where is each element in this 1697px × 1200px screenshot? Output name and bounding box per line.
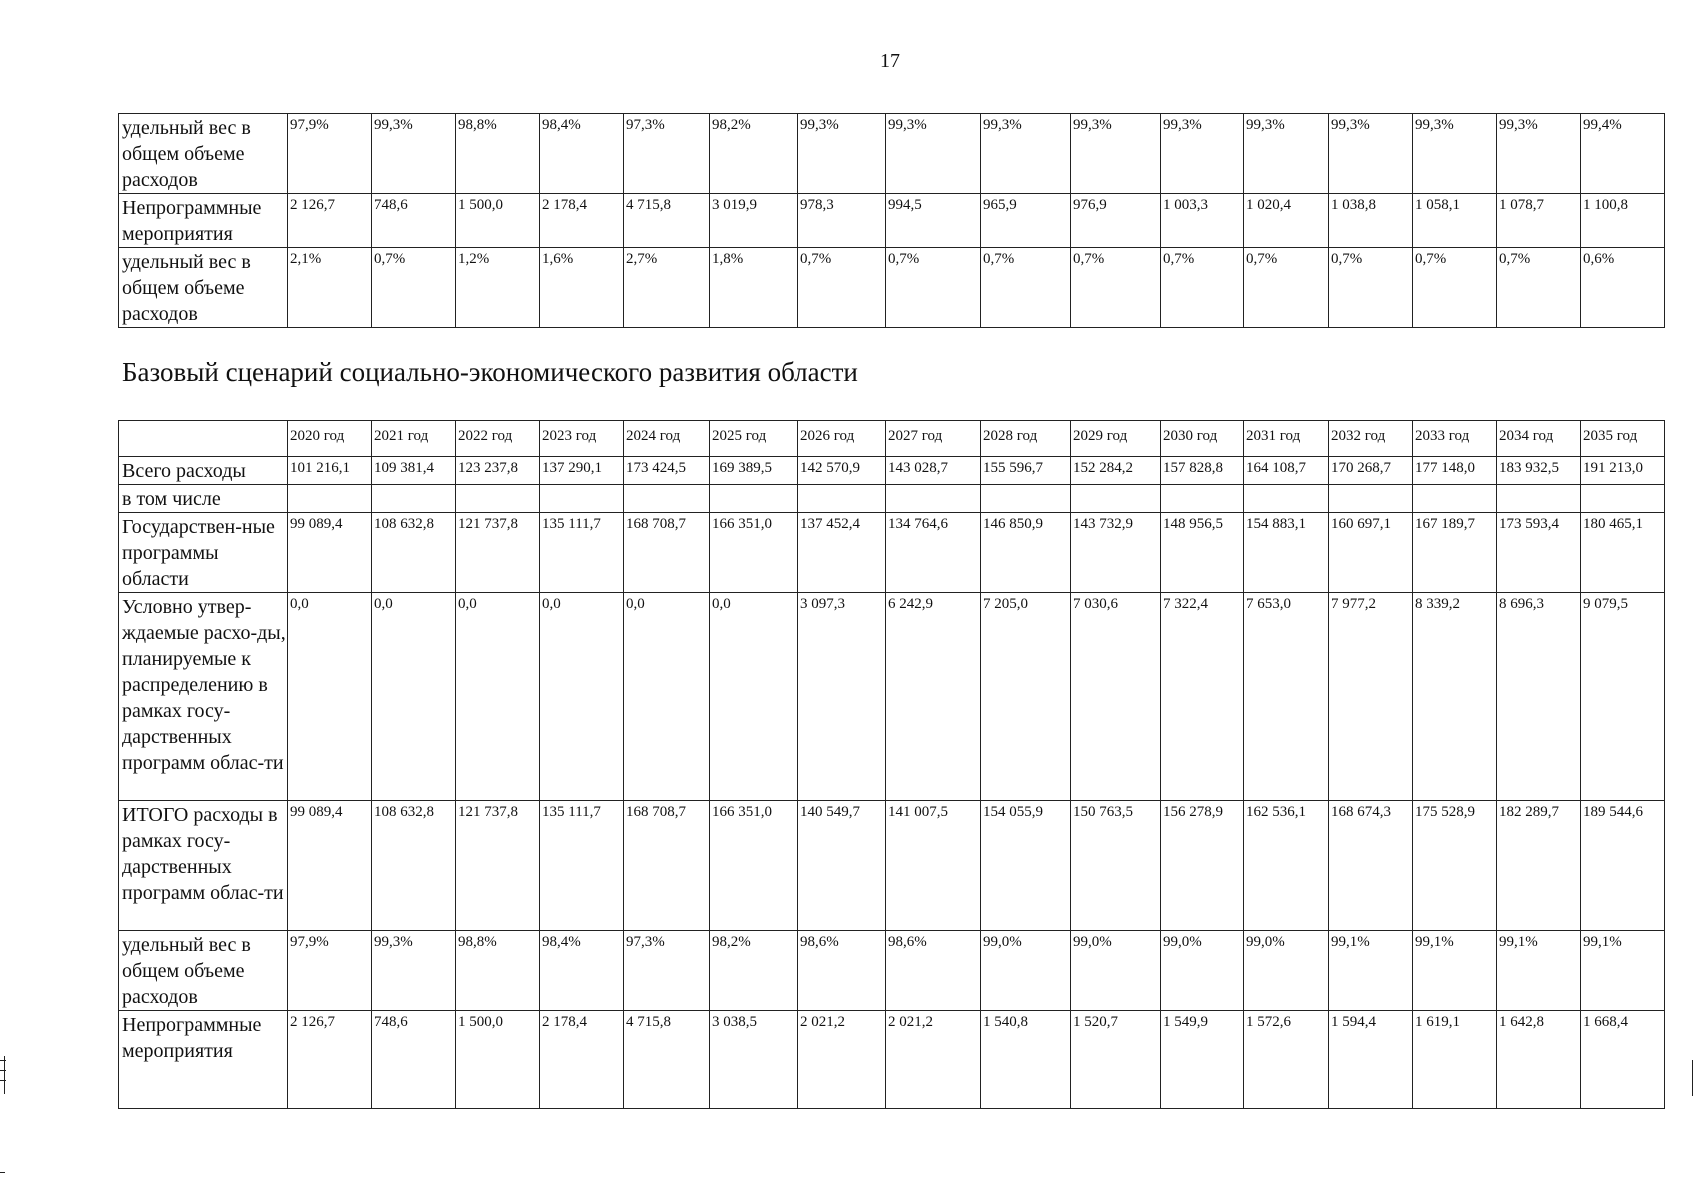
year-header-cell: 2020 год (288, 421, 372, 457)
value-cell: 137 452,4 (798, 513, 886, 593)
value-cell (624, 485, 710, 513)
value-cell: 1,8% (710, 248, 798, 328)
year-header-cell: 2026 год (798, 421, 886, 457)
budget-table-row (119, 931, 1665, 1011)
value-cell: 2 021,2 (886, 1011, 981, 1109)
value-cell: 143 028,7 (886, 457, 981, 485)
value-cell: 143 732,9 (1071, 513, 1161, 593)
year-header-cell: 2021 год (372, 421, 456, 457)
value-cell: 99 089,4 (288, 513, 372, 593)
value-cell: 156 278,9 (1161, 801, 1244, 931)
value-cell: 3 038,5 (710, 1011, 798, 1109)
scan-edge-mark-left-5 (0, 1172, 5, 1173)
value-cell: 99,1% (1581, 931, 1665, 1011)
value-cell: 4 715,8 (624, 1011, 710, 1109)
value-cell: 135 111,7 (540, 801, 624, 931)
value-cell: 1 078,7 (1497, 194, 1581, 248)
value-cell: 0,7% (1329, 248, 1413, 328)
value-cell (1071, 485, 1161, 513)
value-cell: 150 763,5 (1071, 801, 1161, 931)
value-cell: 98,4% (540, 114, 624, 194)
value-cell: 99 089,4 (288, 801, 372, 931)
value-cell: 0,7% (1413, 248, 1497, 328)
value-cell: 99,3% (1071, 114, 1161, 194)
value-cell: 182 289,7 (1497, 801, 1581, 931)
scan-edge-mark-left-2 (0, 1060, 6, 1061)
value-cell: 8 339,2 (1413, 593, 1497, 801)
value-cell: 123 237,8 (456, 457, 540, 485)
budget-table-row (119, 513, 1665, 593)
value-cell: 99,3% (798, 114, 886, 194)
value-cell: 108 632,8 (372, 513, 456, 593)
budget-table-row (119, 1011, 1665, 1109)
value-cell: 1 003,3 (1161, 194, 1244, 248)
value-cell: 109 381,4 (372, 457, 456, 485)
row-label: Условно утвер-ждаемые расхо-ды, планируемые к распределению в рамках госу-дарственных программ облас-ти (119, 593, 288, 801)
value-cell: 99,0% (981, 931, 1071, 1011)
value-cell: 748,6 (372, 194, 456, 248)
value-cell: 152 284,2 (1071, 457, 1161, 485)
year-header-cell: 2034 год (1497, 421, 1581, 457)
value-cell: 189 544,6 (1581, 801, 1665, 931)
value-cell: 0,7% (1071, 248, 1161, 328)
year-header-cell: 2033 год (1413, 421, 1497, 457)
value-cell: 137 290,1 (540, 457, 624, 485)
budget-scenario-table (118, 420, 1665, 1109)
value-cell (1497, 485, 1581, 513)
value-cell: 99,3% (1161, 114, 1244, 194)
value-cell: 1 520,7 (1071, 1011, 1161, 1109)
value-cell: 994,5 (886, 194, 981, 248)
value-cell: 1 642,8 (1497, 1011, 1581, 1109)
value-cell: 0,0 (372, 593, 456, 801)
value-cell: 7 653,0 (1244, 593, 1329, 801)
value-cell: 99,4% (1581, 114, 1665, 194)
value-cell: 0,7% (372, 248, 456, 328)
value-cell: 142 570,9 (798, 457, 886, 485)
value-cell: 7 030,6 (1071, 593, 1161, 801)
value-cell: 173 424,5 (624, 457, 710, 485)
value-cell: 0,7% (886, 248, 981, 328)
row-label: Непрограммные мероприятия (119, 194, 288, 248)
row-label: ИТОГО расходы в рамках госу-дарственных программ облас-ти (119, 801, 288, 931)
value-cell: 101 216,1 (288, 457, 372, 485)
row-label: Непрограммные мероприятия (119, 1011, 288, 1109)
value-cell: 98,2% (710, 114, 798, 194)
value-cell: 2,7% (624, 248, 710, 328)
value-cell: 0,0 (624, 593, 710, 801)
value-cell: 9 079,5 (1581, 593, 1665, 801)
value-cell: 99,3% (886, 114, 981, 194)
top-table-row (119, 248, 1665, 328)
value-cell: 97,9% (288, 931, 372, 1011)
value-cell: 7 977,2 (1329, 593, 1413, 801)
year-header-cell: 2022 год (456, 421, 540, 457)
value-cell: 170 268,7 (1329, 457, 1413, 485)
value-cell: 0,0 (540, 593, 624, 801)
value-cell: 6 242,9 (886, 593, 981, 801)
value-cell: 99,3% (1244, 114, 1329, 194)
value-cell (456, 485, 540, 513)
value-cell: 1 100,8 (1581, 194, 1665, 248)
value-cell: 160 697,1 (1329, 513, 1413, 593)
year-header-cell: 2032 год (1329, 421, 1413, 457)
value-cell: 121 737,8 (456, 513, 540, 593)
year-header-cell: 2028 год (981, 421, 1071, 457)
row-label: Государствен-ные программы области (119, 513, 288, 593)
value-cell: 8 696,3 (1497, 593, 1581, 801)
value-cell: 99,3% (372, 114, 456, 194)
value-cell: 169 389,5 (710, 457, 798, 485)
row-label: Всего расходы (119, 457, 288, 485)
value-cell: 0,0 (288, 593, 372, 801)
value-cell (540, 485, 624, 513)
value-cell: 98,6% (886, 931, 981, 1011)
value-cell (886, 485, 981, 513)
value-cell: 3 097,3 (798, 593, 886, 801)
value-cell: 164 108,7 (1244, 457, 1329, 485)
value-cell: 1,6% (540, 248, 624, 328)
row-label: удельный вес в общем объеме расходов (119, 114, 288, 194)
value-cell: 99,3% (372, 931, 456, 1011)
value-cell: 1 058,1 (1413, 194, 1497, 248)
year-header-cell: 2023 год (540, 421, 624, 457)
value-cell: 99,1% (1497, 931, 1581, 1011)
value-cell (1413, 485, 1497, 513)
value-cell: 0,0 (456, 593, 540, 801)
value-cell: 1 540,8 (981, 1011, 1071, 1109)
budget-table-row (119, 801, 1665, 931)
value-cell: 98,8% (456, 931, 540, 1011)
value-cell: 99,1% (1413, 931, 1497, 1011)
top-table (118, 113, 1665, 328)
value-cell: 167 189,7 (1413, 513, 1497, 593)
value-cell: 4 715,8 (624, 194, 710, 248)
value-cell: 0,7% (1161, 248, 1244, 328)
value-cell: 97,3% (624, 114, 710, 194)
value-cell (372, 485, 456, 513)
value-cell (1329, 485, 1413, 513)
value-cell: 1 594,4 (1329, 1011, 1413, 1109)
value-cell (288, 485, 372, 513)
value-cell: 121 737,8 (456, 801, 540, 931)
value-cell: 99,0% (1071, 931, 1161, 1011)
value-cell: 0,7% (1497, 248, 1581, 328)
header-corner-cell (119, 421, 288, 457)
value-cell: 0,0 (710, 593, 798, 801)
value-cell: 978,3 (798, 194, 886, 248)
section-title: Базовый сценарий социально-экономического развития области (122, 357, 858, 387)
value-cell: 0,7% (981, 248, 1071, 328)
scan-edge-mark-right (1692, 1060, 1693, 1096)
value-cell (798, 485, 886, 513)
value-cell: 1 020,4 (1244, 194, 1329, 248)
value-cell: 1 500,0 (456, 194, 540, 248)
value-cell: 98,8% (456, 114, 540, 194)
value-cell: 98,4% (540, 931, 624, 1011)
value-cell: 98,2% (710, 931, 798, 1011)
value-cell: 99,3% (1329, 114, 1413, 194)
value-cell: 157 828,8 (1161, 457, 1244, 485)
value-cell (1244, 485, 1329, 513)
value-cell: 162 536,1 (1244, 801, 1329, 931)
year-header-cell: 2027 год (886, 421, 981, 457)
top-table-row (119, 114, 1665, 194)
value-cell: 1 572,6 (1244, 1011, 1329, 1109)
value-cell: 2 126,7 (288, 194, 372, 248)
value-cell: 748,6 (372, 1011, 456, 1109)
budget-table-row (119, 457, 1665, 485)
value-cell: 146 850,9 (981, 513, 1071, 593)
year-header-cell: 2031 год (1244, 421, 1329, 457)
value-cell: 154 055,9 (981, 801, 1071, 931)
value-cell: 97,9% (288, 114, 372, 194)
value-cell: 0,6% (1581, 248, 1665, 328)
value-cell: 191 213,0 (1581, 457, 1665, 485)
row-label: удельный вес в общем объеме расходов (119, 931, 288, 1011)
scan-edge-mark-left-3 (0, 1070, 6, 1071)
value-cell: 166 351,0 (710, 513, 798, 593)
value-cell: 0,7% (1244, 248, 1329, 328)
value-cell: 148 956,5 (1161, 513, 1244, 593)
year-header-row (119, 421, 1665, 457)
value-cell: 7 205,0 (981, 593, 1071, 801)
value-cell: 2,1% (288, 248, 372, 328)
value-cell: 135 111,7 (540, 513, 624, 593)
value-cell: 99,1% (1329, 931, 1413, 1011)
value-cell: 173 593,4 (1497, 513, 1581, 593)
value-cell: 175 528,9 (1413, 801, 1497, 931)
value-cell: 166 351,0 (710, 801, 798, 931)
value-cell: 168 708,7 (624, 513, 710, 593)
value-cell: 155 596,7 (981, 457, 1071, 485)
value-cell: 141 007,5 (886, 801, 981, 931)
value-cell: 168 708,7 (624, 801, 710, 931)
value-cell: 99,3% (1413, 114, 1497, 194)
value-cell: 1 619,1 (1413, 1011, 1497, 1109)
value-cell: 3 019,9 (710, 194, 798, 248)
year-header-cell: 2035 год (1581, 421, 1665, 457)
value-cell: 108 632,8 (372, 801, 456, 931)
value-cell: 1 500,0 (456, 1011, 540, 1109)
value-cell: 2 126,7 (288, 1011, 372, 1109)
year-header-cell: 2029 год (1071, 421, 1161, 457)
value-cell: 99,3% (981, 114, 1071, 194)
top-table-row (119, 194, 1665, 248)
value-cell: 140 549,7 (798, 801, 886, 931)
value-cell: 97,3% (624, 931, 710, 1011)
year-header-cell: 2024 год (624, 421, 710, 457)
value-cell: 2 021,2 (798, 1011, 886, 1109)
value-cell: 183 932,5 (1497, 457, 1581, 485)
budget-table-row (119, 593, 1665, 801)
value-cell: 99,3% (1497, 114, 1581, 194)
value-cell: 134 764,6 (886, 513, 981, 593)
value-cell: 98,6% (798, 931, 886, 1011)
budget-table-row (119, 485, 1665, 513)
value-cell (1581, 485, 1665, 513)
value-cell: 180 465,1 (1581, 513, 1665, 593)
value-cell: 177 148,0 (1413, 457, 1497, 485)
value-cell (1161, 485, 1244, 513)
value-cell: 2 178,4 (540, 1011, 624, 1109)
value-cell: 1,2% (456, 248, 540, 328)
page-number: 17 (880, 50, 900, 72)
value-cell: 1 668,4 (1581, 1011, 1665, 1109)
value-cell (710, 485, 798, 513)
value-cell (981, 485, 1071, 513)
scan-edge-mark-left (4, 1056, 5, 1094)
value-cell: 2 178,4 (540, 194, 624, 248)
value-cell: 976,9 (1071, 194, 1161, 248)
row-label: удельный вес в общем объеме расходов (119, 248, 288, 328)
value-cell: 7 322,4 (1161, 593, 1244, 801)
row-label: в том числе (119, 485, 288, 513)
value-cell: 99,0% (1161, 931, 1244, 1011)
value-cell: 965,9 (981, 194, 1071, 248)
scan-edge-mark-left-4 (0, 1080, 6, 1081)
year-header-cell: 2030 год (1161, 421, 1244, 457)
value-cell: 154 883,1 (1244, 513, 1329, 593)
value-cell: 1 038,8 (1329, 194, 1413, 248)
year-header-cell: 2025 год (710, 421, 798, 457)
value-cell: 1 549,9 (1161, 1011, 1244, 1109)
value-cell: 99,0% (1244, 931, 1329, 1011)
value-cell: 168 674,3 (1329, 801, 1413, 931)
value-cell: 0,7% (798, 248, 886, 328)
